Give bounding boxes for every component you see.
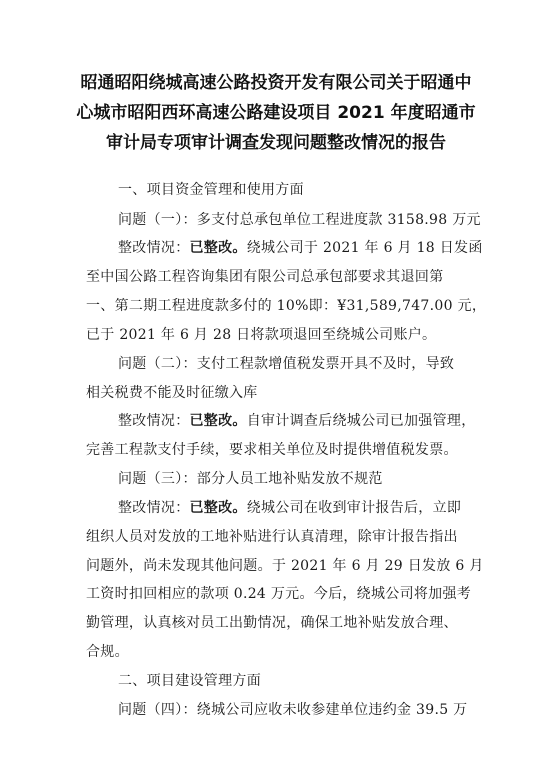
rectification-text: 绕城公司在收到审计报告后，立即 <box>246 500 462 516</box>
report-title <box>60 68 492 158</box>
rectification-3-line-4: 工资时扣回相应的款项 0.24 万元。今后，绕城公司将加强考 <box>86 586 472 602</box>
rectification-2-line-1 <box>118 412 476 430</box>
rectification-3-line-2: 组织人员对发放的工地补贴进行认真清理，除审计报告指出 <box>86 529 458 545</box>
issue-4: 问题（四）：绕城公司应收未收参建单位违约金 39.5 万 <box>118 702 468 718</box>
status-done: 已整改。 <box>189 500 247 516</box>
issue-1: 问题（一）：多支付总承包单位工程进度款 3158.98 万元 <box>118 212 481 228</box>
issue-2-line-1: 问题（二）：支付工程款增值税发票开具不及时，导致 <box>118 356 455 372</box>
title-line-2: 心城市昭阳西环高速公路建设项目 2021 年度昭通市 <box>76 103 476 123</box>
rectification-1-line-4: 已于 2021 年 6 月 28 日将款项退回至绕城公司账户。 <box>86 327 437 343</box>
rectification-label: 整改情况： <box>118 240 190 256</box>
rectification-1-line-3: 一、第二期工程进度款多付的 10%即：¥31,589,747.00 元， <box>86 298 487 314</box>
rectification-1-line-1 <box>118 239 483 257</box>
section-heading-2: 二、项目建设管理方面 <box>118 673 261 689</box>
rectification-text: 绕城公司于 2021 年 6 月 18 日发函 <box>246 240 483 256</box>
rectification-2-line-2: 完善工程款支付手续，要求相关单位及时提供增值税发票。 <box>86 442 458 458</box>
section-heading-1: 一、项目资金管理和使用方面 <box>118 182 304 198</box>
title-line-3: 审计局专项审计调查发现问题整改情况的报告 <box>106 133 446 153</box>
status-done: 已整改。 <box>189 240 247 256</box>
issue-2-line-2: 相关税费不能及时征缴入库 <box>86 385 258 401</box>
title-line-1: 昭通昭阳绕城高速公路投资开发有限公司关于昭通中 <box>80 73 472 93</box>
rectification-label: 整改情况： <box>118 500 190 516</box>
rectification-3-line-6: 合规。 <box>86 644 129 660</box>
rectification-label: 整改情况： <box>118 413 190 429</box>
rectification-1-line-2: 至中国公路工程咨询集团有限公司总承包部要求其退回第 <box>86 269 444 285</box>
issue-3: 问题（三）：部分人员工地补贴发放不规范 <box>118 471 383 487</box>
rectification-text: 自审计调查后绕城公司已加强管理， <box>246 413 476 429</box>
status-done: 已整改。 <box>189 413 247 429</box>
rectification-3-line-5: 勤管理，认真核对员工出勤情况，确保工地补贴发放合理、 <box>86 615 458 631</box>
rectification-3-line-3: 问题外，尚未发现其他问题。于 2021 年 6 月 29 日发放 6 月 <box>86 558 484 574</box>
rectification-3-line-1 <box>118 499 472 517</box>
